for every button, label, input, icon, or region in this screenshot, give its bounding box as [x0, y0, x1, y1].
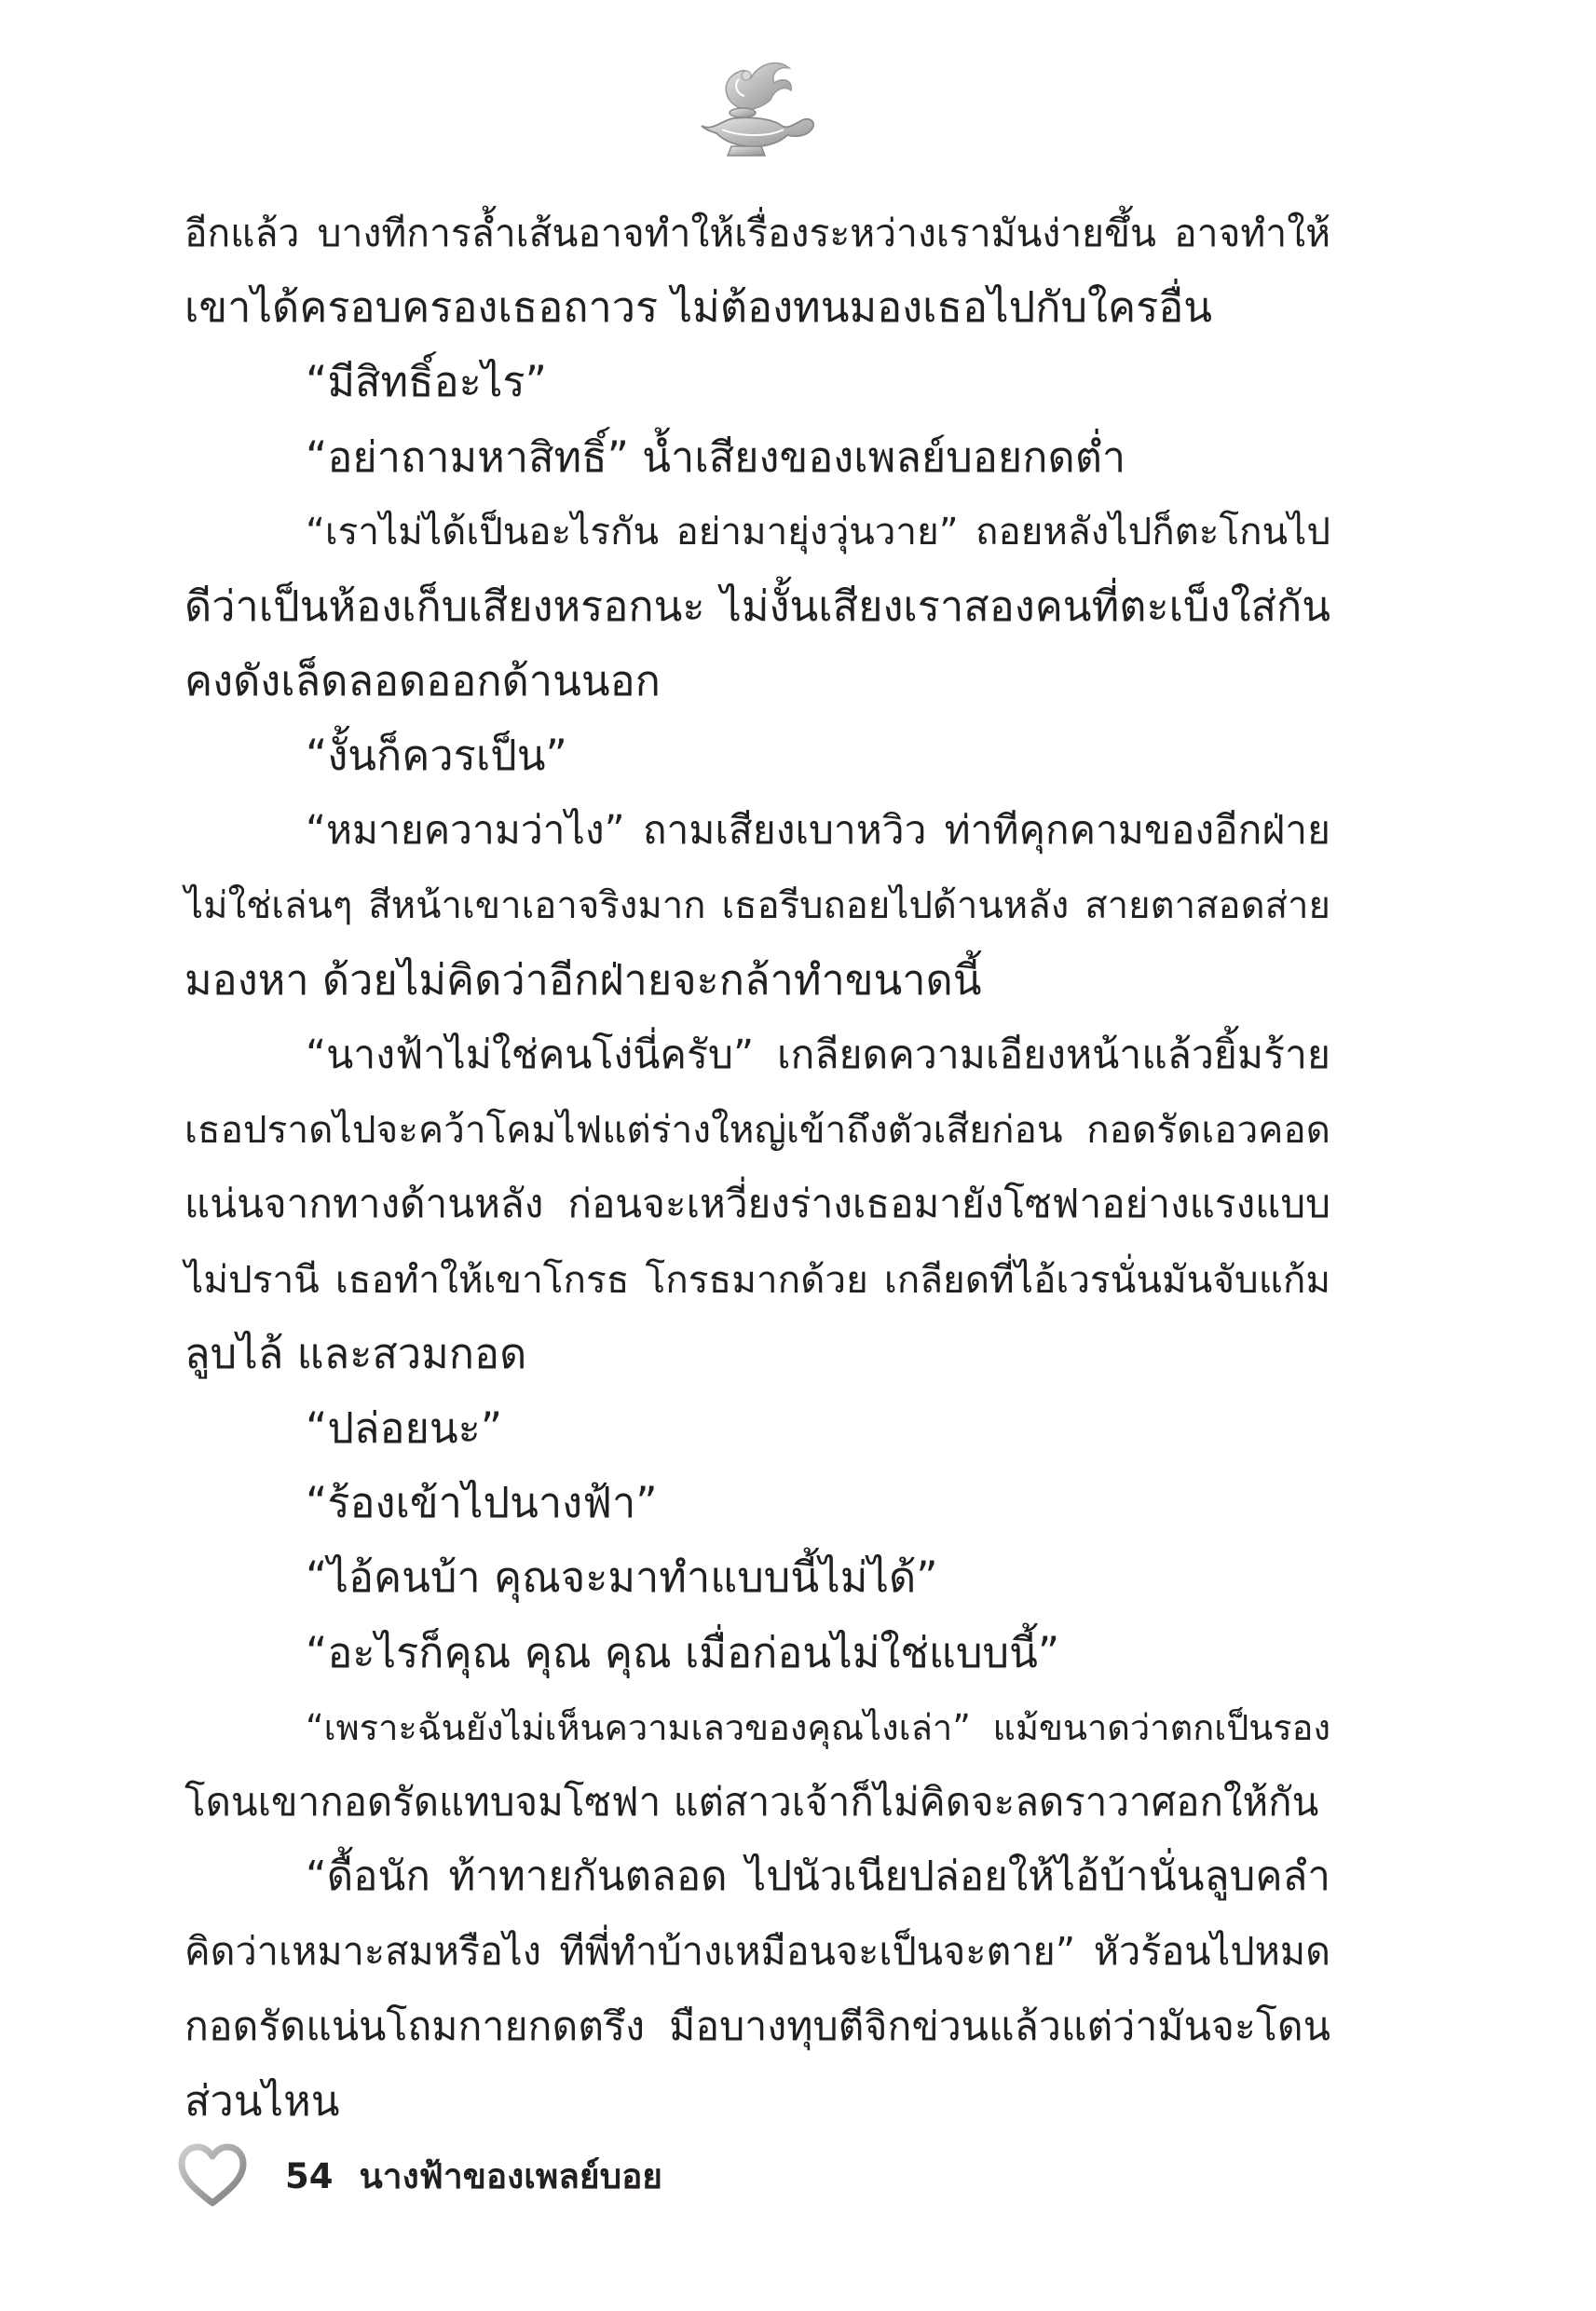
- text-line: ดีว่าเป็นห้องเก็บเสียงหรอกนะ ไม่งั้นเสียงเราสองคนที่ตะเบ็งใส่กัน: [184, 581, 1330, 631]
- text-line: ไม่ใช่เล่นๆ สีหน้าเขาเอาจริงมาก เธอรีบถอยไปด้านหลัง สายตาสอดส่าย: [184, 883, 1330, 927]
- running-footer: [285, 2149, 662, 2204]
- text-line: แน่นจากทางด้านหลัง ก่อนจะเหวี่ยงร่างเธอมายังโซฟาอย่างแรงแบบ: [184, 1181, 1330, 1227]
- text-line: คิดว่าเหมาะสมหรือไง ทีพี่ทำบ้างเหมือนจะเป็นจะตาย” หัวร้อนไปหมด: [184, 1929, 1330, 1975]
- text-line: เธอปราดไปจะคว้าโคมไฟแต่ร่างใหญ่เข้าถึงตัวเสียก่อน กอดรัดเอวคอด: [184, 1107, 1330, 1153]
- text-line: ไม่ปรานี เธอทำให้เขาโกรธ โกรธมากด้วย เกลียดที่ไอ้เวรนั่นมันจับแก้ม: [184, 1256, 1330, 1302]
- text-line: “ร้องเข้าไปนางฟ้า”: [306, 1478, 658, 1528]
- book-title: นางฟ้าของเพลย์บอย: [359, 2155, 662, 2196]
- page-number: 54: [285, 2155, 334, 2196]
- page-footer: [177, 2139, 662, 2213]
- text-line: “มีสิทธิ์อะไร”: [306, 357, 547, 407]
- text-line: “ดื้อนัก ท้าทายกันตลอด ไปนัวเนียปล่อยให้ไอ้บ้านั่นลูบคลำ: [306, 1853, 1330, 1901]
- genie-lamp-icon: [685, 51, 825, 163]
- text-line: กอดรัดแน่นโถมกายกดตรึง มือบางทุบตีจิกข่วนแล้วแต่ว่ามันจะโดน: [184, 2003, 1330, 2050]
- text-line: คงดังเล็ดลอดออกด้านนอก: [184, 656, 661, 706]
- text-line: อีกแล้ว บางทีการล้ำเส้นอาจทำให้เรื่องระหว่างเรามันง่ายขึ้น อาจทำให้: [184, 211, 1330, 255]
- text-line: “นางฟ้าไม่ใช่คนโง่นี่ครับ” เกลียดความเอียงหน้าแล้วยิ้มร้าย: [306, 1032, 1330, 1079]
- text-line: “เพราะฉันยังไม่เห็นความเลวของคุณไงเล่า” แม้ขนาดว่าตกเป็นรอง: [306, 1706, 1330, 1748]
- text-line: โดนเขากอดรัดแทบจมโซฟา แต่สาวเจ้าก็ไม่คิดจะลดราวาศอกให้กัน: [184, 1778, 1319, 1825]
- text-line: “อย่าถามหาสิทธิ์” น้ำเสียงของเพลย์บอยกดต่ำ: [306, 431, 1126, 482]
- text-line: “อะไรก็คุณ คุณ คุณ เมื่อก่อนไม่ใช่แบบนี้”: [306, 1627, 1060, 1677]
- text-line: ส่วนไหน: [184, 2075, 340, 2126]
- text-line: “เราไม่ได้เป็นอะไรกัน อย่ามายุ่งวุ่นวาย” ถอยหลังไปก็ตะโกนไป: [306, 509, 1330, 554]
- body-text: [184, 196, 1330, 2139]
- text-line: “ไอ้คนบ้า คุณจะมาทำแบบนี้ไม่ได้”: [306, 1552, 938, 1603]
- text-line: “หมายความว่าไง” ถามเสียงเบาหวิว ท่าทีคุกคามของอีกฝ่าย: [306, 807, 1330, 854]
- text-line: “ปล่อยนะ”: [306, 1403, 503, 1453]
- text-line: เขาได้ครอบครองเธอถาวร ไม่ต้องทนมองเธอไปกับใครอื่น: [184, 282, 1213, 333]
- text-line: มองหา ด้วยไม่คิดว่าอีกฝ่ายจะกล้าทำขนาดนี้: [184, 954, 982, 1005]
- text-line: ลูบไล้ และสวมกอด: [184, 1328, 527, 1378]
- heart-outline-icon: [177, 2143, 248, 2208]
- text-line: “งั้นก็ควรเป็น”: [306, 731, 567, 781]
